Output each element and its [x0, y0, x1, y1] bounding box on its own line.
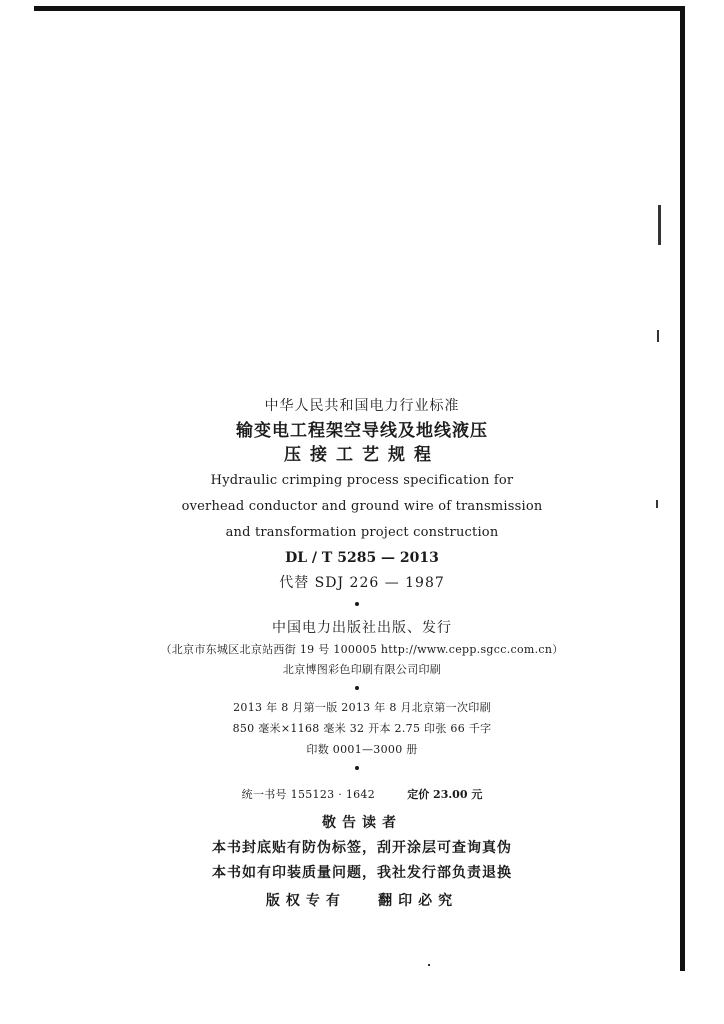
- rights-reserved: 版权专有: [265, 893, 346, 909]
- publisher-address: （北京市东城区北京站西街 19 号 100005 http://www.cepp.sgcc.com.cn）: [160, 643, 564, 656]
- separator-dot: [355, 766, 359, 770]
- printer: 北京博图彩色印刷有限公司印刷: [282, 663, 442, 676]
- isbn-number: 统一书号 155123 · 1642: [241, 788, 376, 801]
- scan-speck: [658, 205, 661, 245]
- replaces-standard: 代替 SDJ 226 — 1987: [279, 575, 445, 591]
- reprint-prohibited: 翻印必究: [378, 893, 459, 909]
- notice-line-1: 本书封底贴有防伪标签，刮开涂层可查询真伪: [212, 840, 512, 856]
- edition-info: 2013 年 8 月第一版 2013 年 8 月北京第一次印刷: [233, 701, 491, 714]
- price: 定价 23.00 元: [407, 788, 483, 801]
- separator-dot: [355, 686, 359, 690]
- title-zh-line1: 输变电工程架空导线及地线液压: [236, 421, 488, 441]
- title-en-line3: and transformation project construction: [225, 525, 499, 540]
- title-en-line2: overhead conductor and ground wire of transmission: [181, 499, 543, 514]
- standard-category: 中华人民共和国电力行业标准: [264, 398, 460, 414]
- isbn-price-line: [0, 785, 724, 801]
- notice-title: 敬告读者: [322, 815, 402, 831]
- standard-code: DL / T 5285 — 2013: [285, 550, 439, 566]
- notice-line-2: 本书如有印装质量问题，我社发行部负责退换: [212, 865, 512, 881]
- scan-speck: [657, 330, 659, 342]
- print-run: 印数 0001—3000 册: [306, 743, 418, 756]
- title-en-line1: Hydraulic crimping process specification for: [210, 473, 514, 488]
- publisher: 中国电力出版社出版、发行: [272, 620, 452, 636]
- title-zh-line2: 压接工艺规程: [284, 445, 440, 465]
- scan-border-top: [34, 6, 684, 11]
- format-info: 850 毫米×1168 毫米 32 开本 2.75 印张 66 千字: [232, 722, 492, 735]
- scan-speck: [428, 964, 430, 966]
- rights-line: [0, 892, 724, 908]
- separator-dot: [355, 602, 359, 606]
